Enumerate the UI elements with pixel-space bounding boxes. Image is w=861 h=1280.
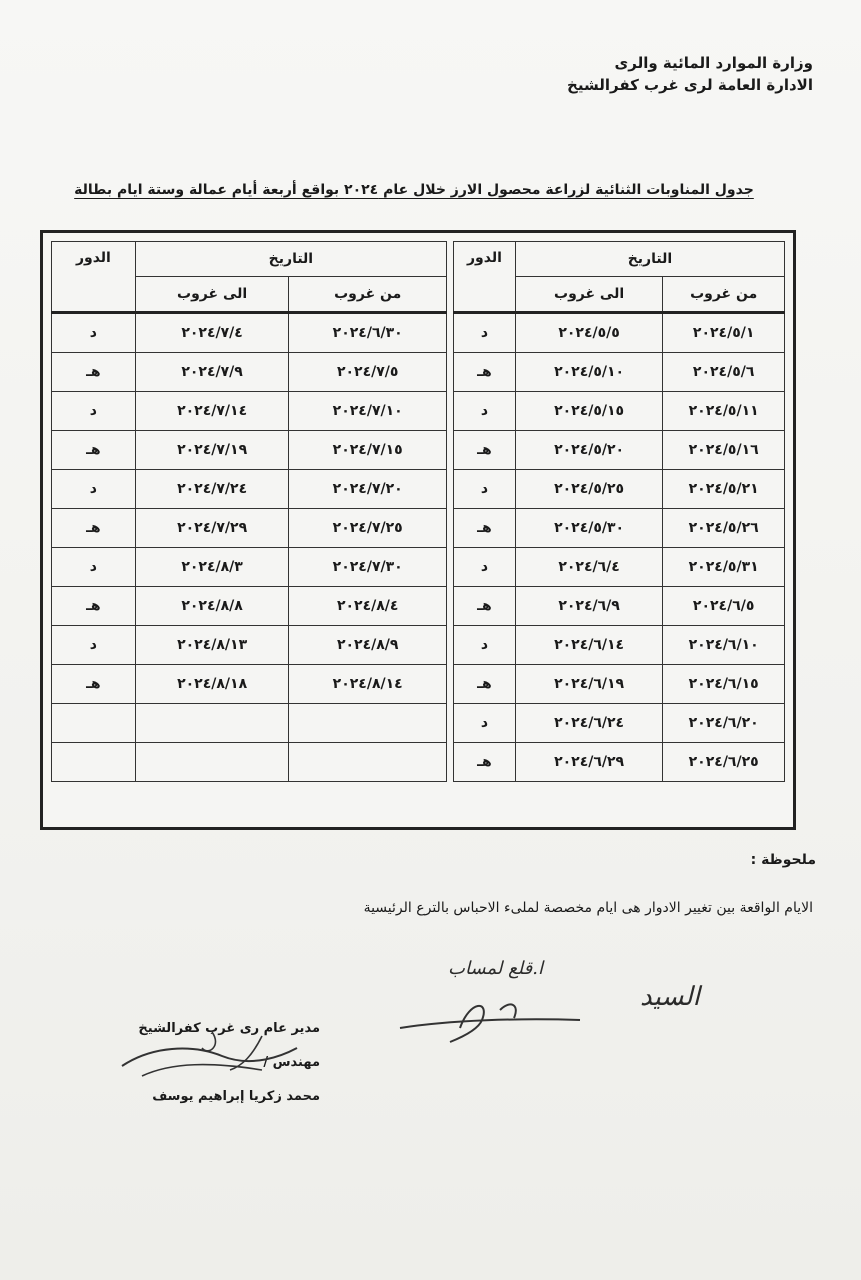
schedule-row-left: [52, 587, 447, 626]
to-cell: [135, 704, 289, 743]
ministry-name: وزارة الموارد المائية والرى: [614, 54, 813, 72]
to-cell: ٢٠٢٤/٦/٩: [515, 587, 663, 626]
date-header: التاريخ: [135, 242, 446, 277]
round-cell: هـ: [454, 587, 516, 626]
from-cell: ٢٠٢٤/٨/١٤: [289, 665, 447, 704]
handwritten-addressee: السيد: [640, 982, 700, 1012]
schedule-row-left: [52, 548, 447, 587]
from-cell: ٢٠٢٤/٧/٢٠: [289, 470, 447, 509]
round-cell: هـ: [52, 587, 136, 626]
to-cell: ٢٠٢٤/٦/٢٤: [515, 704, 663, 743]
to-cell: ٢٠٢٤/٦/٤: [515, 548, 663, 587]
schedule-row-left: [52, 353, 447, 392]
from-cell: ٢٠٢٤/٥/٦: [663, 353, 785, 392]
schedule-row-left: [52, 431, 447, 470]
from-cell: [289, 704, 447, 743]
to-cell: ٢٠٢٤/٦/١٤: [515, 626, 663, 665]
round-cell: د: [454, 704, 516, 743]
from-cell: ٢٠٢٤/٧/٢٥: [289, 509, 447, 548]
schedule-frame: [40, 230, 796, 830]
from-cell: ٢٠٢٤/٨/٤: [289, 587, 447, 626]
to-cell: ٢٠٢٤/٨/٣: [135, 548, 289, 587]
signatory-position: مدير عام رى غرب كفرالشيخ: [138, 1021, 320, 1036]
to-cell: ٢٠٢٤/٧/٢٩: [135, 509, 289, 548]
schedule-row-right: [454, 665, 785, 704]
schedule-row-right: [454, 626, 785, 665]
round-cell: د: [52, 392, 136, 431]
to-cell: ٢٠٢٤/٧/١٩: [135, 431, 289, 470]
from-cell: ٢٠٢٤/٦/١٥: [663, 665, 785, 704]
from-cell: ٢٠٢٤/٦/٢٥: [663, 743, 785, 782]
from-cell: ٢٠٢٤/٥/١٦: [663, 431, 785, 470]
round-cell: د: [52, 470, 136, 509]
to-cell: ٢٠٢٤/٨/١٣: [135, 626, 289, 665]
round-cell: هـ: [454, 353, 516, 392]
to-cell: ٢٠٢٤/٥/٣٠: [515, 509, 663, 548]
to-cell: ٢٠٢٤/٧/٤: [135, 313, 289, 353]
from-cell: ٢٠٢٤/٦/٢٠: [663, 704, 785, 743]
round-cell: هـ: [454, 509, 516, 548]
directorate-name: الادارة العامة لرى غرب كفرالشيخ: [567, 76, 813, 94]
schedule-row-left: [52, 470, 447, 509]
from-cell: ٢٠٢٤/٥/٣١: [663, 548, 785, 587]
round-cell: [52, 743, 136, 782]
to-cell: ٢٠٢٤/٥/١٠: [515, 353, 663, 392]
round-cell: هـ: [52, 665, 136, 704]
from-cell: ٢٠٢٤/٥/١: [663, 313, 785, 353]
from-header: من غروب: [289, 277, 447, 313]
schedule-row-left: [52, 509, 447, 548]
schedule-row-right: [454, 704, 785, 743]
from-cell: ٢٠٢٤/٧/٥: [289, 353, 447, 392]
ministry-header: [567, 52, 813, 96]
round-cell: د: [454, 470, 516, 509]
to-cell: ٢٠٢٤/٧/١٤: [135, 392, 289, 431]
round-cell: هـ: [52, 431, 136, 470]
round-cell: هـ: [454, 743, 516, 782]
to-cell: ٢٠٢٤/٨/١٨: [135, 665, 289, 704]
to-cell: ٢٠٢٤/٥/٢٠: [515, 431, 663, 470]
from-cell: ٢٠٢٤/٧/١٥: [289, 431, 447, 470]
schedule-row-right: [454, 392, 785, 431]
from-header: من غروب: [663, 277, 785, 313]
round-cell: د: [454, 392, 516, 431]
to-cell: ٢٠٢٤/٦/٢٩: [515, 743, 663, 782]
handwritten-signature-mark: [390, 990, 590, 1050]
round-cell: د: [454, 313, 516, 353]
schedule-row-left: [52, 665, 447, 704]
from-cell: ٢٠٢٤/٦/٥: [663, 587, 785, 626]
to-cell: ٢٠٢٤/٥/٥: [515, 313, 663, 353]
manager-signature-mark: [112, 1026, 302, 1096]
signatory-title: مهندس /: [263, 1055, 320, 1070]
schedule-table-left: [51, 241, 447, 782]
schedule-table-right: [453, 241, 785, 782]
to-header: الى غروب: [515, 277, 663, 313]
document-title: جدول المناوبات الثنائية لزراعة محصول الارز خلال عام ٢٠٢٤ بواقع أربعة أيام عمالة وستة ايام بطالة: [74, 182, 754, 198]
round-cell: د: [52, 626, 136, 665]
signatory-name: محمد زكريا إبراهيم يوسف: [152, 1089, 320, 1104]
round-cell: د: [454, 548, 516, 587]
round-header: الدور: [52, 242, 136, 313]
from-cell: [289, 743, 447, 782]
schedule-row-right: [454, 548, 785, 587]
to-cell: ٢٠٢٤/٨/٨: [135, 587, 289, 626]
schedule-row-right: [454, 353, 785, 392]
from-cell: ٢٠٢٤/٧/١٠: [289, 392, 447, 431]
schedule-row-right: [454, 431, 785, 470]
schedule-row-left: [52, 392, 447, 431]
to-cell: ٢٠٢٤/٧/٢٤: [135, 470, 289, 509]
schedule-row-right: [454, 587, 785, 626]
round-cell: د: [454, 626, 516, 665]
round-cell: هـ: [52, 353, 136, 392]
from-cell: ٢٠٢٤/٦/٣٠: [289, 313, 447, 353]
to-cell: [135, 743, 289, 782]
round-cell: د: [52, 548, 136, 587]
to-cell: ٢٠٢٤/٥/٢٥: [515, 470, 663, 509]
schedule-row-right: [454, 509, 785, 548]
from-cell: ٢٠٢٤/٥/٢١: [663, 470, 785, 509]
date-header: التاريخ: [515, 242, 784, 277]
round-cell: هـ: [52, 509, 136, 548]
from-cell: ٢٠٢٤/٥/١١: [663, 392, 785, 431]
from-cell: ٢٠٢٤/٨/٩: [289, 626, 447, 665]
round-cell: هـ: [454, 665, 516, 704]
schedule-row-left: [52, 313, 447, 353]
note-text: الايام الواقعة بين تغيير الادوار هى ايام مخصصة لملىء الاحباس بالترع الرئيسية: [363, 900, 813, 916]
to-cell: ٢٠٢٤/٥/١٥: [515, 392, 663, 431]
schedule-row-right: [454, 743, 785, 782]
schedule-row-left: [52, 626, 447, 665]
round-cell: د: [52, 313, 136, 353]
to-cell: ٢٠٢٤/٧/٩: [135, 353, 289, 392]
schedule-row-right: [454, 313, 785, 353]
from-cell: ٢٠٢٤/٧/٣٠: [289, 548, 447, 587]
note-label: ملحوظة :: [750, 852, 816, 868]
round-header: الدور: [454, 242, 516, 313]
handwritten-approval: ا.قلع لمساب: [448, 958, 543, 979]
from-cell: ٢٠٢٤/٥/٢٦: [663, 509, 785, 548]
from-cell: ٢٠٢٤/٦/١٠: [663, 626, 785, 665]
schedule-row-left: [52, 743, 447, 782]
round-cell: [52, 704, 136, 743]
to-header: الى غروب: [135, 277, 289, 313]
schedule-row-right: [454, 470, 785, 509]
to-cell: ٢٠٢٤/٦/١٩: [515, 665, 663, 704]
schedule-row-left: [52, 704, 447, 743]
round-cell: هـ: [454, 431, 516, 470]
